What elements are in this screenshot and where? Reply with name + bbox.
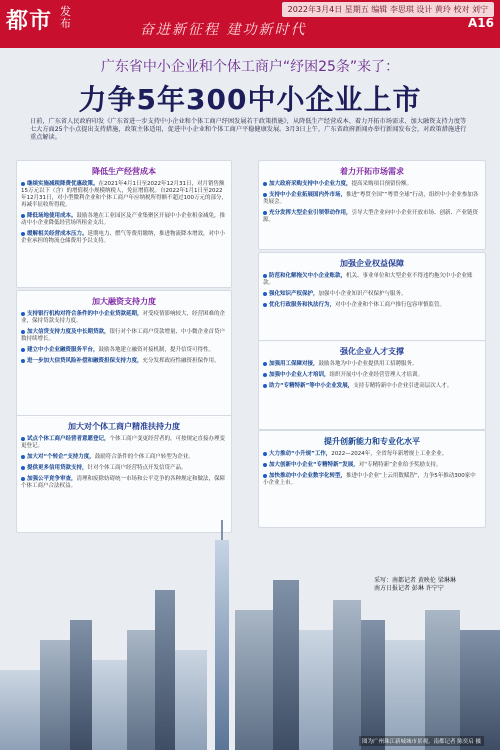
title-block [0, 54, 500, 118]
list-item: 大力推动“小升规”工作，2022—2024年，全省每年新增规上工业企业。 [263, 451, 481, 458]
byline-line-1: 采写：南都记者 黄映伦 梁琳琳 [374, 577, 456, 584]
section-individual-businesses [16, 415, 232, 533]
list-item: 加强中小企业人才培训，组织开展中小企业经营管理人才培训。 [263, 372, 481, 379]
section-rights-protection [258, 252, 486, 342]
list-item: 降低场地使用成本。鼓励各地在工业园区及产业集聚区开展中小企业租金减免，推动中小企业降低经营场所租金支出。 [21, 213, 226, 226]
bullet-dot-icon [21, 182, 25, 186]
section-lower-cost [16, 160, 232, 288]
list-item: 加强用工保障对接，鼓励各地为中小企业提供用工招聘服务。 [263, 361, 481, 368]
lead-paragraph: 日前，广东省人民政府印发《广东省进一步支持中小企业和个体工商户纾困发展若干政策措施》，从降低生产经营成本、着力开拓市场需求、加大融资支持力度等七大方面25个小点提出支持措施，政策主体适用，促进中小企业和个体工商户平稳健康发展。3月3日上午，广东省政府新闻办举行新闻发布会，对政策措施进行重点解读。 [30, 118, 467, 141]
page-header [0, 0, 500, 48]
bullet-dot-icon [21, 466, 25, 470]
list-item: 助力“专精特新”等中小企业发展，支持专精特新中小企业引进高层次人才。 [263, 383, 481, 390]
headline: 力争5年300中小企业上市 [78, 83, 422, 116]
section-innovation [258, 430, 486, 528]
section-title: 加强企业权益保障 [340, 259, 404, 268]
section-title: 降低生产经营成本 [92, 167, 156, 176]
section-financing [16, 290, 232, 418]
brand-subtitle: 发布 [60, 5, 71, 30]
bullet-dot-icon [263, 452, 267, 456]
bullet-dot-icon [263, 182, 267, 186]
bullet-dot-icon [21, 455, 25, 459]
bullet-dot-icon [263, 303, 267, 307]
bullet-dot-icon [21, 348, 25, 352]
bullet-dot-icon [263, 362, 267, 366]
list-item: 充分发挥大型企业引领带动作用，引导大型企业向中小企业开放市场、创新、产业链资源。 [263, 210, 479, 223]
bullet-dot-icon [263, 474, 267, 478]
list-item: 优化行政服务和执法行为，对中小企业和个体工商户推行包容审慎监管。 [263, 302, 481, 309]
section-talent-support [258, 340, 486, 430]
bullet-dot-icon [263, 274, 267, 278]
bullet-dot-icon [21, 330, 25, 334]
list-item: 加强公平竞争审查，清理和废除妨碍统一市场和公平竞争的各种规定和做法，保障个体工商户合法权益。 [21, 476, 226, 489]
bullet-dot-icon [21, 477, 25, 481]
bullet-dot-icon [263, 463, 267, 467]
list-item: 强化知识产权保护，加强中小企业知识产权保护与服务。 [263, 291, 481, 298]
section-market-demand [258, 160, 486, 250]
section-title: 着力开拓市场需求 [340, 167, 404, 176]
section-title: 加大对个体工商户精准扶持力度 [68, 422, 180, 431]
bullet-dot-icon [21, 359, 25, 363]
list-item: 建立中小企业融资服务平台，鼓励各地建立融资对接机制，提升信贷可得性。 [21, 347, 227, 354]
bullet-dot-icon [263, 373, 267, 377]
bullet-dot-icon [263, 384, 267, 388]
photo-caption: 图为广州珠江新城城市景观。南都记者 陈奕启 摄 [359, 736, 484, 746]
list-item: 加快推动中小企业数字化转型，推进中小企业“上云用数赋智”，力争5年推动300家中小企业上市。 [263, 473, 476, 486]
list-item: 进一步加大信贷风险补偿和融资担保支持力度，充分发挥政府性融资担保作用。 [21, 358, 227, 365]
page-number: A16 [468, 16, 494, 30]
bullet-dot-icon [21, 312, 25, 316]
list-item: 支持中小企业拓展国内外市场，推进“粤贸全国”“粤贸全球”行动，组织中小企业参加各类展会。 [263, 192, 479, 205]
list-item: 缓解相关经营成本压力。延期电力、燃气等费用缴纳，推进物流降本增效，对中小企业承担的物流仓储费用予以支持。 [21, 231, 226, 244]
brand-title: 都市 [6, 9, 53, 34]
list-item: 加大创新中小企业“专精特新”发展，对“专精特新”企业给予奖励支持。 [263, 462, 481, 469]
bullet-dot-icon [21, 214, 25, 218]
list-item: 加大对“个转企”支持力度，鼓励符合条件的个体工商户转型为企业。 [21, 454, 227, 461]
list-item: 试点个体工商户经营者意愿登记，个体工商户变更经营者的，可按规定直接办理变更登记。 [21, 436, 226, 449]
byline-line-2: 南方日报记者 彭琳 许宁宁 [374, 585, 444, 592]
header-slogan: 奋进新征程 建功新时代 [140, 22, 307, 38]
list-item: 提供更多信用贷款支持，针对个体工商户经营特点开发信贷产品。 [21, 465, 227, 472]
section-title: 强化企业人才支撑 [340, 347, 404, 356]
bullet-dot-icon [21, 232, 25, 236]
kicker-line: 广东省中小企业和个体工商户“纾困25条”来了： [100, 59, 400, 75]
list-item: 加大信贷支持力度及中长期贷款，银行对个体工商户贷款增量、中小微企业首贷户数持续增长。 [21, 329, 226, 342]
list-item: 加大政府采购支持中小企业力度，提高采购项目预留份额。 [263, 181, 481, 188]
section-title: 提升创新能力和专业化水平 [324, 437, 420, 446]
bullet-dot-icon [263, 211, 267, 215]
list-item: 支持银行机构对符合条件的中小企业贷款延期，对受疫情影响较大、经营困难的企业，保持贷款支持力度。 [21, 311, 226, 324]
list-item: 防范和化解拖欠中小企业账款，机关、事业单位和大型企业不得违约拖欠中小企业账款。 [263, 273, 473, 286]
list-item: 继续实施减税降费优惠政策。在2021年4月1日至2022年12月31日，对月销售额15万元以下（含）的增值税小规模纳税人，免征增值税。自2022年1月1日至2022年12月31日，对小型微利企业和个体工商户年应纳税所得额不超过100万元的部分，再减半征收所得税。 [21, 181, 227, 208]
tall-tower [215, 540, 229, 750]
bullet-dot-icon [263, 292, 267, 296]
bullet-dot-icon [21, 437, 25, 441]
city-skyline-image [0, 520, 500, 750]
bullet-dot-icon [263, 193, 267, 197]
issue-meta: 2022年3月4日 星期五 编辑 李思琪 设计 黄玲 校对 刘宁 [282, 2, 494, 17]
section-title: 加大融资支持力度 [92, 297, 156, 306]
